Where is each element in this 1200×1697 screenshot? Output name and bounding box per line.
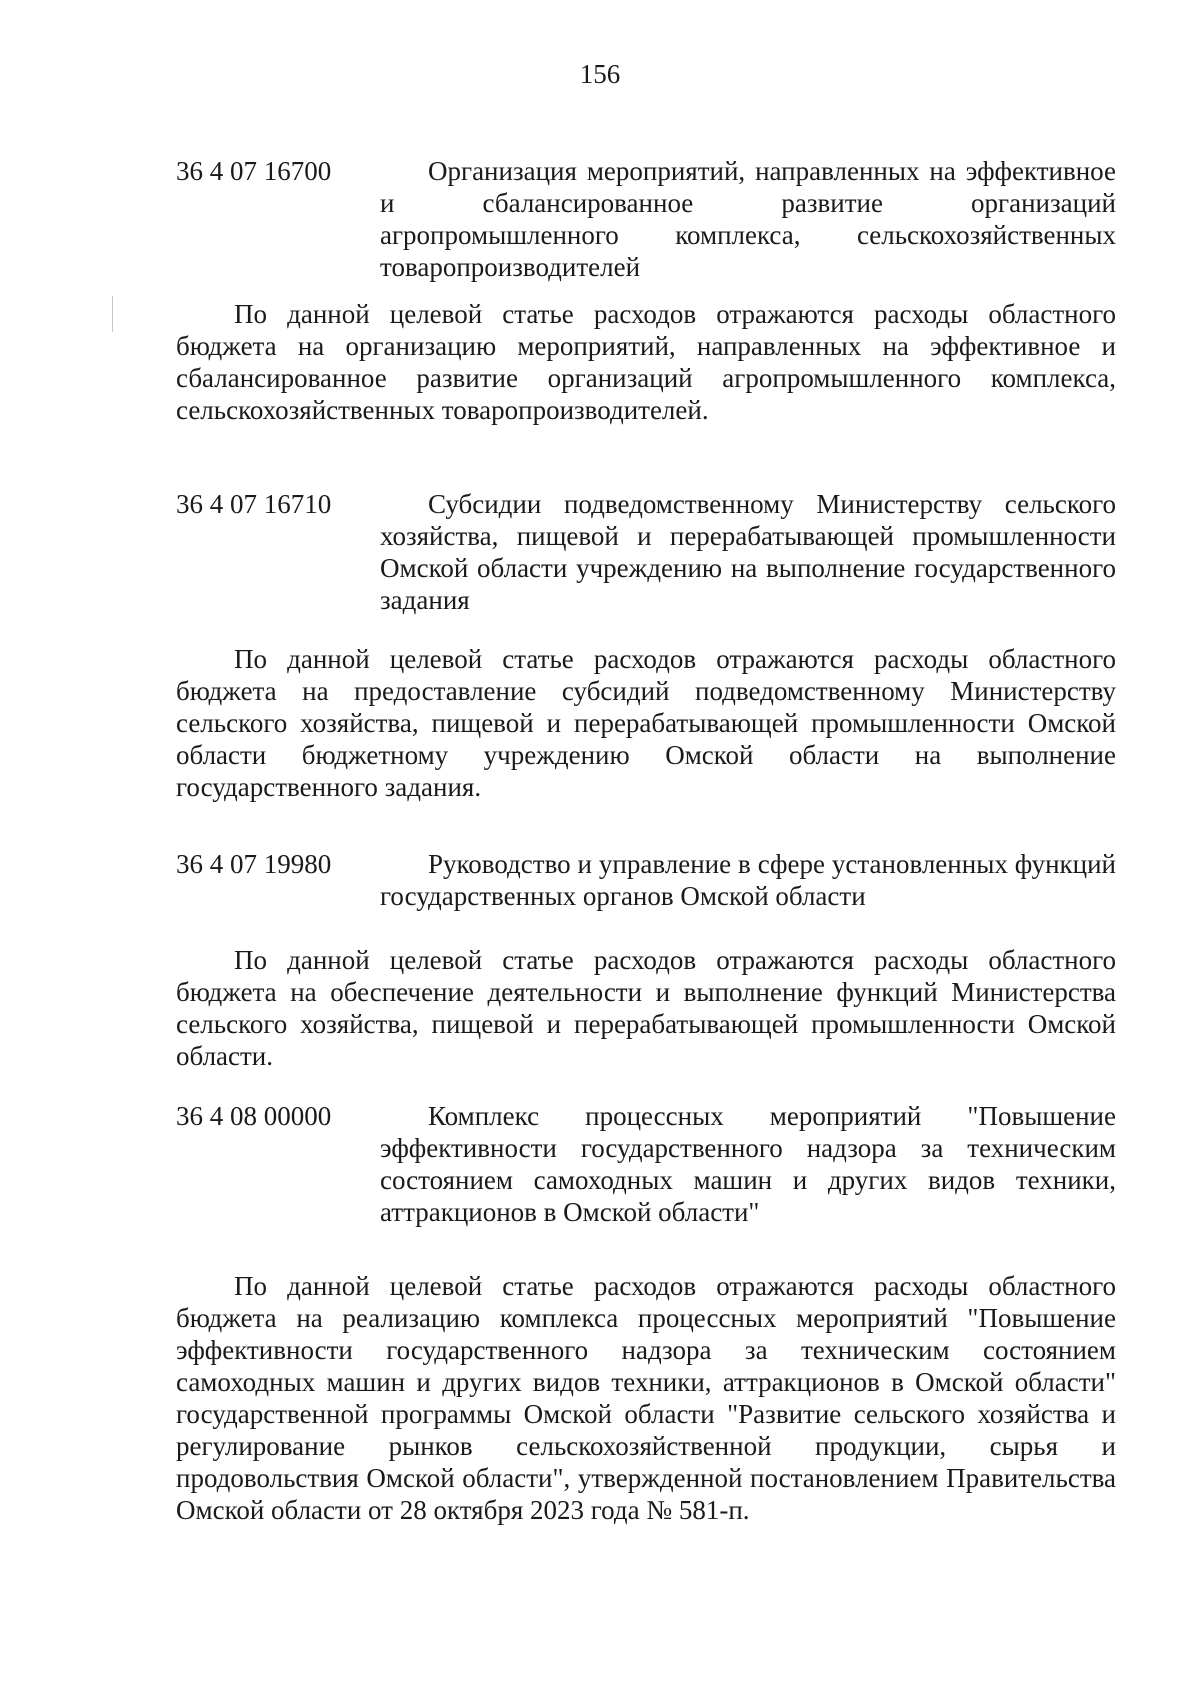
budget-item-title: Субсидии подведомственному Министерству сельского хозяйства, пищевой и перерабатывающей промышленности Омской области учреждению на выполнение государственного задания	[380, 489, 1116, 615]
budget-item-description: По данной целевой статье расходов отражаются расходы областного бюджета на обеспечение деятельности и выполнение функций Министерства сельского хозяйства, пищевой и перерабатывающей промышленности Омской области.	[176, 945, 1116, 1071]
budget-code: 36 4 08 00000	[176, 1101, 332, 1131]
margin-mark	[112, 296, 113, 332]
budget-item-16700	[176, 155, 1116, 283]
budget-item-title: Руководство и управление в сфере установленных функций государственных органов Омской области	[380, 849, 1116, 911]
budget-item-description: По данной целевой статье расходов отражаются расходы областного бюджета на реализацию комплекса процессных мероприятий "Повышение эффективности государственного надзора за техническим состоянием самоходных машин и других видов техники, аттракционов в Омской области" государственной программы Омской области "Развитие сельского хозяйства и регулирование рынков сельскохозяйственной продукции, сырья и продовольствия Омской области", утвержденной постановлением Правительства Омской области от 28 октября 2023 года № 581-п.	[176, 1271, 1116, 1525]
budget-code: 36 4 07 16710	[176, 489, 332, 519]
budget-item-19980	[176, 848, 1116, 912]
budget-item-title: Организация мероприятий, направленных на эффективное и сбалансированное развитие организаций агропромышленного комплекса, сельскохозяйственных товаропроизводителей	[380, 156, 1116, 282]
budget-code: 36 4 07 16700	[176, 156, 332, 186]
budget-item-16710	[176, 488, 1116, 616]
budget-item-08-00000	[176, 1100, 1116, 1228]
page-number: 156	[579, 59, 621, 89]
budget-item-description: По данной целевой статье расходов отражаются расходы областного бюджета на предоставление субсидий подведомственному Министерству сельского хозяйства, пищевой и перерабатывающей промышленности Омской области бюджетному учреждению Омской области на выполнение государственного задания.	[176, 644, 1116, 802]
budget-item-title: Комплекс процессных мероприятий "Повышение эффективности государственного надзора за техническим состоянием самоходных машин и других видов техники, аттракционов в Омской области"	[380, 1101, 1116, 1227]
budget-item-description: По данной целевой статье расходов отражаются расходы областного бюджета на организацию мероприятий, направленных на эффективное и сбалансированное развитие организаций агропромышленного комплекса, сельскохозяйственных товаропроизводителей.	[176, 299, 1116, 425]
budget-code: 36 4 07 19980	[176, 849, 332, 879]
